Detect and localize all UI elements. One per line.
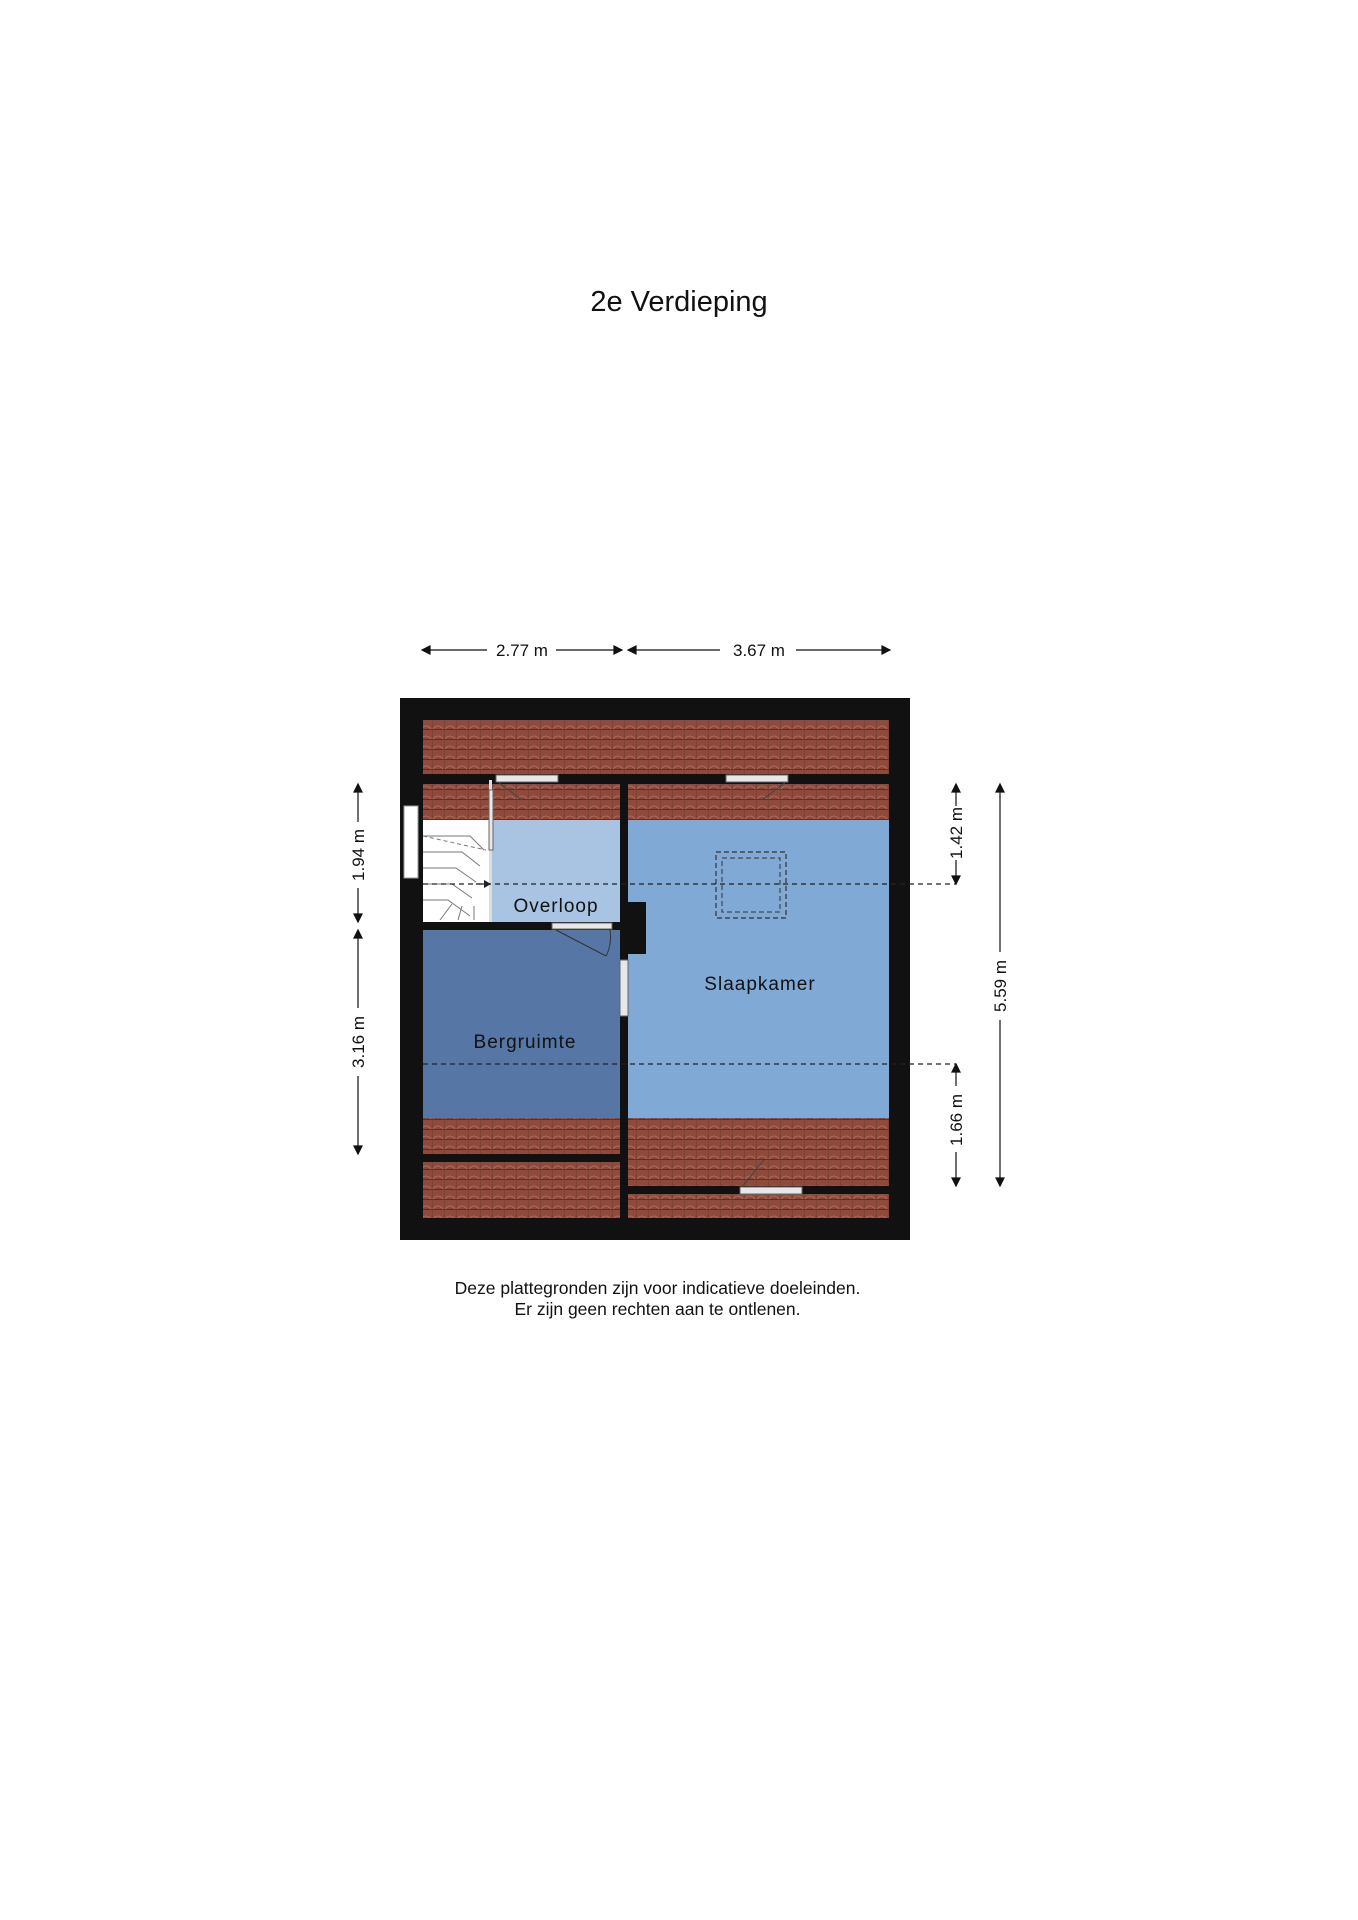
roof-band-lower-right: [628, 1118, 889, 1186]
disclaimer-line-1: Deze plattegronden zijn voor indicatieve doeleinden.: [454, 1278, 861, 1298]
dim-label-right-total: 5.59 m: [991, 960, 1010, 1012]
stair-window: [404, 806, 418, 878]
floor-title: 2e Verdieping: [590, 286, 768, 318]
dim-label-right-lower: 1.66 m: [947, 1094, 966, 1146]
room-label-overloop: Overloop: [513, 896, 599, 917]
chimney: [620, 902, 646, 954]
roof-band-lower-left: [423, 1118, 620, 1154]
wall-top-inner: [423, 774, 889, 784]
roof-band-upper-right: [628, 784, 889, 820]
dim-label-top-right: 3.67 m: [733, 641, 785, 660]
door-stair: [489, 790, 493, 850]
disclaimer-line-2: Er zijn geen rechten aan te ontlenen.: [514, 1299, 801, 1319]
wall-lower-left: [423, 1154, 620, 1162]
slaapkamer-room: [628, 820, 889, 1118]
bergruimte-room: [423, 930, 620, 1118]
room-label-slaapkamer: Slaapkamer: [704, 974, 816, 995]
dim-label-right-upper: 1.42 m: [947, 807, 966, 859]
roof-band-bottom-left: [423, 1162, 620, 1218]
door-slaapkamer: [620, 960, 628, 1016]
roof-band-bottom-right: [628, 1194, 889, 1218]
dim-label-top-left: 2.77 m: [496, 641, 548, 660]
roof-band-upper-left: [423, 784, 620, 820]
dim-label-left-upper: 1.94 m: [349, 829, 368, 881]
roof-band-top: [423, 720, 889, 774]
room-label-bergruimte: Bergruimte: [473, 1032, 577, 1053]
disclaimer: [0, 1278, 1315, 1320]
dim-label-left-lower: 3.16 m: [349, 1016, 368, 1068]
